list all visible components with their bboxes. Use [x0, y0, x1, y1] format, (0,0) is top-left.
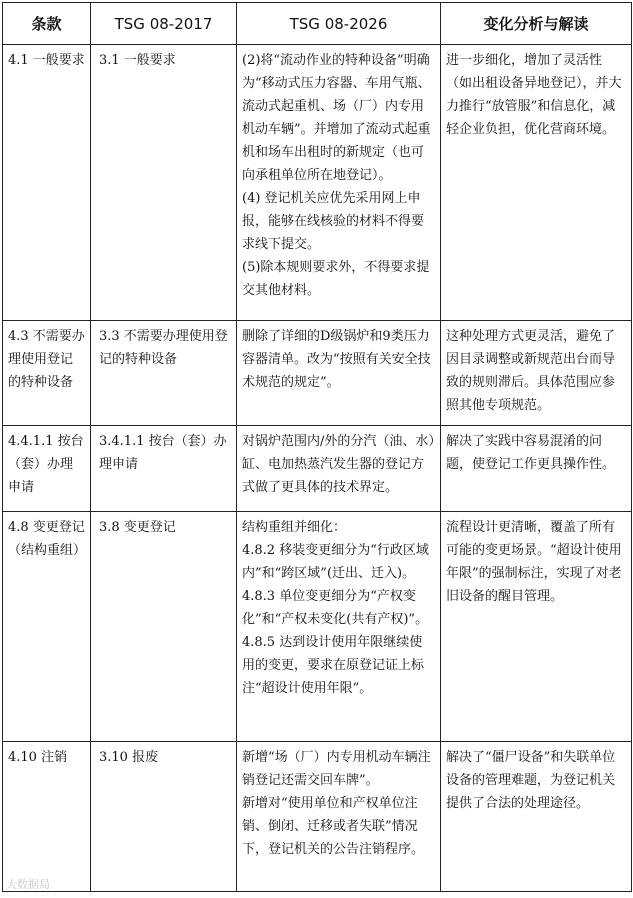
header-new-standard: TSG 08-2026 [237, 3, 441, 45]
new-clause-cell [237, 742, 441, 892]
watermark-text: 大数据局 [6, 878, 50, 891]
change-paragraph: (5)除本规则要求外，不得要求提交其他材料。 [242, 260, 430, 298]
change-paragraph: (2)将“流动作业的特种设备”明确为“移动式压力容器、车用气瓶、流动式起重机、场（厂）内专用机动车辆”。并增加了流动式起重机和场车出租时的新规定（也可向承租单位所在地登记）。 [242, 53, 431, 183]
header-analysis: 变化分析与解读 [441, 3, 632, 45]
new-clause-cell [237, 45, 441, 321]
header-row [3, 3, 632, 45]
comparison-table [2, 2, 632, 892]
change-paragraph: 4.8.2 移装变更细分为“行政区域内”和“跨区域”(迁出、迁入)。 [242, 543, 429, 581]
clause-cell: 4.4.1.1 按台（套）办理申请 [3, 426, 91, 512]
change-paragraph: 4.8.5 达到设计使用年限继续使用的变更，要求在原登记证上标注“超设计使用年限”。 [242, 635, 425, 696]
new-clause-cell [237, 512, 441, 742]
analysis-cell: 流程设计更清晰，覆盖了所有可能的变更场景。“超设计使用年限”的强制标注，实现了对老旧设备的醒目管理。 [441, 512, 632, 742]
header-clause: 条款 [3, 3, 91, 45]
analysis-cell: 解决了实践中容易混淆的问题，使登记工作更具操作性。 [441, 426, 632, 512]
clause-cell: 4.10 注销 [3, 742, 91, 892]
change-paragraph: 对锅炉范围内/外的分汽（油、水）缸、电加热蒸汽发生器的登记方式做了更具体的技术界定。 [242, 434, 435, 495]
table-row [3, 45, 632, 321]
change-paragraph: 4.8.3 单位变更细分为“产权变化”和“产权未变化(共有产权)”。 [242, 589, 429, 627]
analysis-cell: 解决了“僵尸设备”和失联单位设备的管理难题，为登记机关提供了合法的处理途径。 [441, 742, 632, 892]
table-row [3, 512, 632, 742]
change-paragraph: (4) 登记机关应优先采用网上申报，能够在线核验的材料不得要求线下提交。 [242, 191, 425, 252]
change-paragraph: 新增对“使用单位和产权单位注销、倒闭、迁移或者失联”情况下，登记机关的公告注销程序。 [242, 796, 425, 857]
analysis-cell: 这种处理方式更灵活，避免了因目录调整或新规范出台而导致的规则滞后。具体范围应参照其他专项规范。 [441, 321, 632, 426]
table-row [3, 426, 632, 512]
clause-cell: 4.8 变更登记（结构重组） [3, 512, 91, 742]
clause-cell: 4.1 一般要求 [3, 45, 91, 321]
table-row [3, 321, 632, 426]
change-paragraph: 新增“场（厂）内专用机动车辆注销登记还需交回车牌”。 [242, 750, 431, 788]
old-clause-cell: 3.8 变更登记 [91, 512, 237, 742]
analysis-cell: 进一步细化，增加了灵活性（如出租设备异地登记），并大力推行“放管服”和信息化，减轻企业负担，优化营商环境。 [441, 45, 632, 321]
change-paragraph: 结构重组并细化： [242, 520, 347, 535]
table-row [3, 742, 632, 892]
old-clause-cell: 3.3 不需要办理使用登记的特种设备 [91, 321, 237, 426]
new-clause-cell [237, 426, 441, 512]
old-clause-cell: 3.1 一般要求 [91, 45, 237, 321]
old-clause-cell: 3.4.1.1 按台（套）办理申请 [91, 426, 237, 512]
old-clause-cell: 3.10 报废 [91, 742, 237, 892]
new-clause-cell [237, 321, 441, 426]
clause-cell: 4.3 不需要办理使用登记的特种设备 [3, 321, 91, 426]
watermark [6, 876, 50, 892]
change-paragraph: 删除了详细的D级锅炉和9类压力容器清单。改为“按照有关安全技术规范的规定”。 [242, 329, 431, 390]
header-old-standard: TSG 08-2017 [91, 3, 237, 45]
